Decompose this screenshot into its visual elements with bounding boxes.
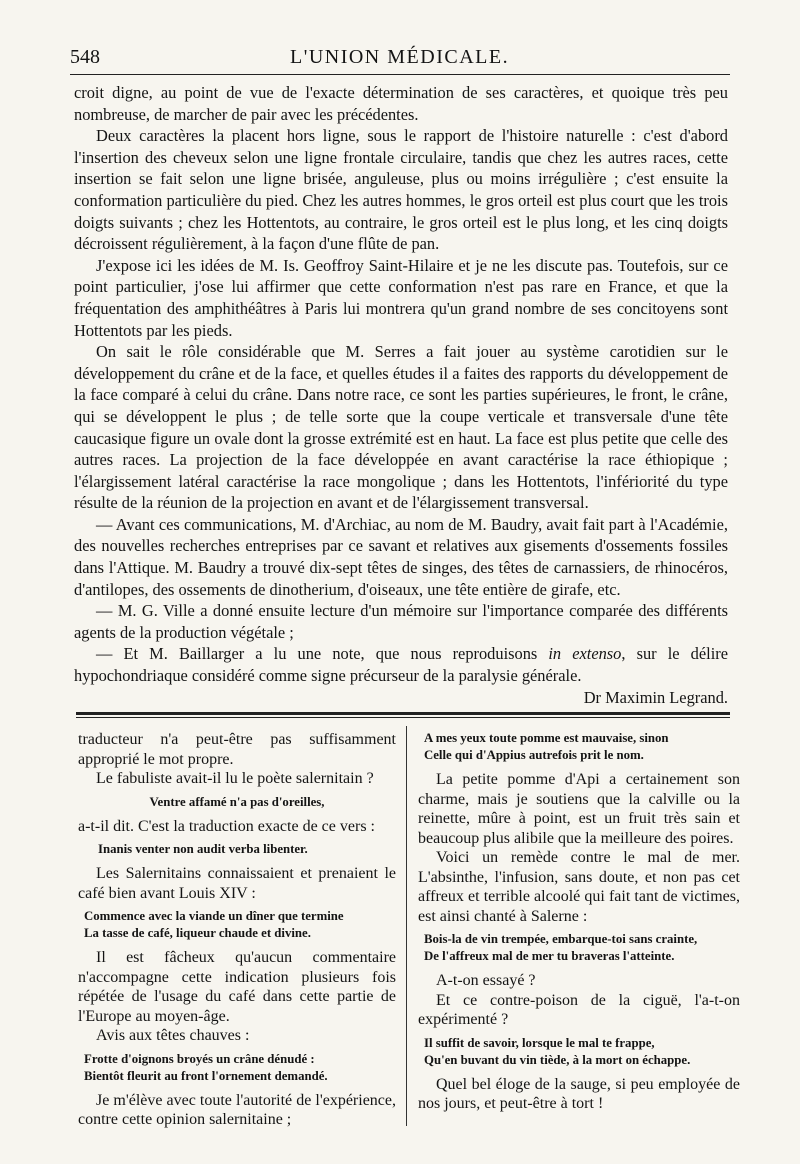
page-number: 548 [70,46,100,68]
verse-line: Ventre affamé n'a pas d'oreilles, [149,794,325,809]
verse-line: La tasse de café, liqueur chaude et divine. [84,926,311,940]
article-paragraph: Deux caractères la placent hors ligne, sous le rapport de l'histoire naturelle : c'est d'abord l'insertion des cheveux selon une ligne frontale circulaire, tandis que chez les autres races, cette insertion se fait selon une ligne brisée, anguleuse, plus ou moins irrégulière ; c'est ensuite la conformation particulière du pied. Chez les autres hommes, le gros orteil est plus court que les trois doigts suivants ; chez les Hottentots, au contraire, le gros orteil est le plus long, et les cinq doigts décroissent régulièrement, à la façon d'une flûte de pan. [74,126,728,254]
feuilleton-right-column [418,730,740,1114]
verse-line: Commence avec la viande un dîner que termine [84,909,344,923]
verse-quote [78,1051,396,1085]
article-text: , sur le délire hypochondriaque considéré comme signe précurseur de la paralysie générale. [74,644,728,686]
column-paragraph: Avis aux têtes chauves : [96,1027,250,1044]
column-paragraph: Il est fâcheux qu'aucun commentaire n'accompagne cette indication plusieurs fois répétée de l'usage du café dans cette partie de l'Europe au moyen-âge. [78,949,396,1025]
verse-line: Celle qui d'Appius autrefois prit le nom. [424,748,644,762]
verse-quote [418,931,740,965]
article-text: — Et M. Baillarger a lu une note, que nous reproduisons [96,644,549,664]
column-paragraph: La petite pomme d'Api a certainement son charme, mais je soutiens que la calville ou la reinette, mûre à point, est un fruit très sain et beaucoup plus alibile que la meilleure des poires. [418,771,740,847]
page-header [70,44,730,70]
author-signature: Dr Maximin Legrand. [583,687,728,707]
verse-line: Frotte d'oignons broyés un crâne dénudé : [84,1051,315,1066]
verse-line: De l'affreux mal de mer tu braveras l'atteinte. [424,949,675,963]
article-paragraph: J'expose ici les idées de M. Is. Geoffroy Saint-Hilaire et je ne les discute pas. Toutefois, sur ce point particulier, j'ose lui affirmer que cette conformation n'est pas rare en France, et que la fréquentation des amphithéâtres à Paris lui montrera qu'un grand nombre de ses concitoyens sont Hottentots par les pieds. [74,255,728,340]
verse-quote [78,908,396,942]
column-paragraph: Je m'élève avec toute l'autorité de l'expérience, contre cette opinion salernitaine ; [78,1091,396,1128]
verse-quote [418,1035,740,1069]
column-paragraph: A-t-on essayé ? [436,972,536,989]
verse-line: Bientôt fleurit au front l'ornement demandé. [84,1068,328,1083]
column-paragraph: Les Salernitains connaissaient et prenaient le café bien avant Louis XIV : [78,865,396,902]
verse-quote [418,730,740,764]
article-body [74,82,728,708]
verse-line: Bois-la de vin trempée, embarque-toi sans crainte, [424,932,698,946]
column-paragraph: Quel bel éloge de la sauge, si peu employée de nos jours, et peut-être à tort ! [418,1075,740,1112]
article-italic: in extenso [548,644,622,664]
verse-line: A mes yeux toute pomme est mauvaise, sinon [424,731,669,745]
verse-line: Il suffit de savoir, lorsque le mal te frappe, [424,1035,655,1050]
section-rule-thin [76,717,730,718]
column-paragraph: Et ce contre-poison de la ciguë, l'a-t-on expérimenté ? [418,991,740,1028]
verse-quote [78,841,396,858]
article-paragraph: — M. G. Ville a donné ensuite lecture d'un mémoire sur l'importance comparée des différents agents de la production végétale ; [74,601,728,642]
journal-title: L'UNION MÉDICALE. [290,46,510,68]
article-paragraph: croit digne, au point de vue de l'exacte détermination de ses caractères, et quoique très peu nombreuse, de marcher de pair avec les précédentes. [74,83,728,124]
column-paragraph: a-t-il dit. C'est la traduction exacte de ce vers : [78,817,375,835]
column-paragraph: Voici un remède contre le mal de mer. L'absinthe, l'infusion, sans doute, et non pas cet affreux et terrible alcoolé qui fait tant de victimes, est ainsi chanté à Salerne : [418,849,740,925]
column-paragraph: Le fabuliste avait-il lu le poète salernitain ? [96,770,374,787]
article-paragraph: On sait le rôle considérable que M. Serres a fait jouer au système carotidien sur le développement du crâne et de la face, et quelles études il a faites des rapports du développement de la face comparé à celui du crâne. Dans notre race, ce sont les parties supérieures, le front, le crâne, qui se développent le plus ; de telle sorte que la coupe verticale et transversale d'une tête caucasique figure un ovale dont la grosse extrémité est en haut. La face est plus petite que celle des autres races. La projection de la face développée en avant caractérise la race éthiopique ; l'élargissement latéral caractérise la race mongolique ; dans les Hottentots, l'infériorité du type résulte de la réunion de la projection en avant et de l'élargissement transversal. [74,342,728,513]
feuilleton-left-column [78,730,396,1130]
article-paragraph-last [74,643,728,686]
verse-line: Inanis venter non audit verba libenter. [98,842,308,856]
article-paragraph: — Avant ces communications, M. d'Archiac, au nom de M. Baudry, avait fait part à l'Académie, des nouvelles recherches entreprises par ce savant et relatives aux gisements d'ossements fossiles dans l'Attique. M. Baudry a trouvé dix-sept têtes de singes, des têtes de carnassiers, de rhinocéros, d'antilopes, des ossements de dinotherium, d'oiseaux, une tête entière de girafe, etc. [74,514,728,599]
column-divider [406,726,407,1126]
header-rule [70,74,730,75]
section-rule-thick [76,712,730,715]
column-paragraph: traducteur n'a peut-être pas suffisamment approprié le mot propre. [78,731,396,768]
verse-line: Qu'en buvant du vin tiède, à la mort on échappe. [424,1052,691,1067]
verse-quote [78,794,396,811]
